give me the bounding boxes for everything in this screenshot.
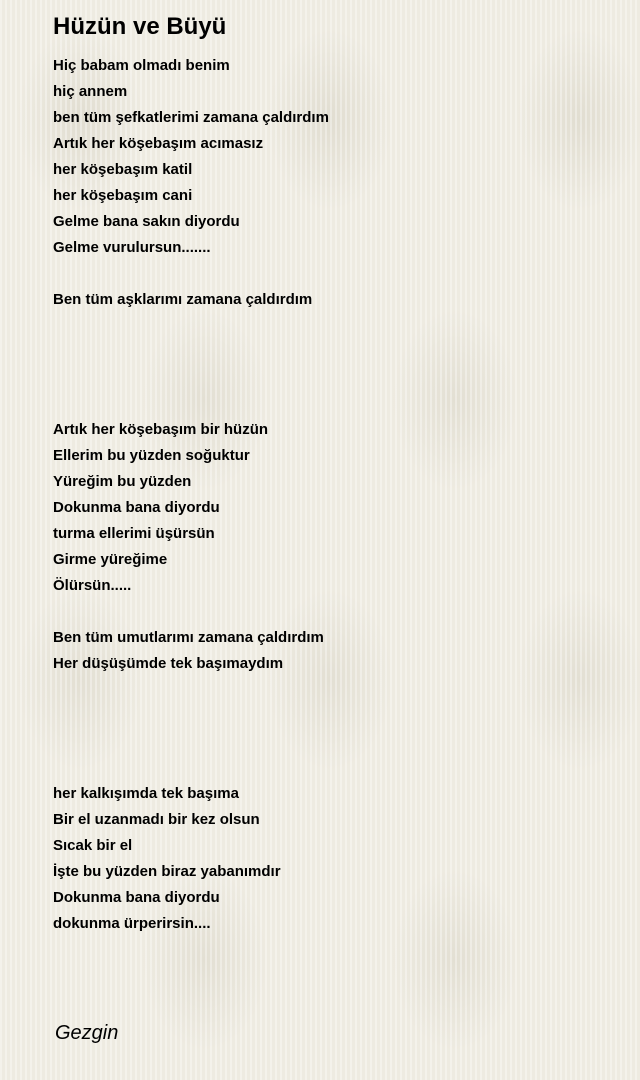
poem-line bbox=[53, 677, 613, 703]
poem-line: dokunma ürperirsin.... bbox=[53, 915, 211, 932]
poem-line bbox=[53, 365, 613, 391]
poem-line: Ölürsün..... bbox=[53, 577, 132, 594]
poem-line: Ben tüm umutlarımı zamana çaldırdım bbox=[53, 629, 324, 646]
poem-line: turma ellerimi üşürsün bbox=[53, 525, 215, 542]
poem-line: ben tüm şefkatlerimi zamana çaldırdım bbox=[53, 109, 329, 126]
poem-line bbox=[53, 703, 613, 729]
poem-line: her köşebaşım cani bbox=[53, 187, 193, 204]
poem-line bbox=[53, 391, 613, 417]
poem-line bbox=[53, 729, 613, 755]
poem-line: Dokunma bana diyordu bbox=[53, 499, 220, 516]
poem-author: Gezgin bbox=[55, 1022, 119, 1044]
poem-line bbox=[53, 755, 613, 781]
poem-title: Hüzün ve Büyü bbox=[53, 13, 227, 40]
poem-body bbox=[53, 53, 613, 937]
poem-line bbox=[53, 261, 613, 287]
poem-line: Dokunma bana diyordu bbox=[53, 889, 220, 906]
poem-line: Ben tüm aşklarımı zamana çaldırdım bbox=[53, 291, 313, 308]
poem-line: Sıcak bir el bbox=[53, 837, 133, 854]
poem-line: hiç annem bbox=[53, 83, 128, 100]
poem-line bbox=[53, 313, 613, 339]
poem-line bbox=[53, 339, 613, 365]
poem-line: Gelme bana sakın diyordu bbox=[53, 213, 240, 230]
poem-line: her köşebaşım katil bbox=[53, 161, 193, 178]
poem-line bbox=[53, 599, 613, 625]
poem-line: Girme yüreğime bbox=[53, 551, 168, 568]
poem-line: Artık her köşebaşım acımasız bbox=[53, 135, 264, 152]
poem-line: İşte bu yüzden biraz yabanımdır bbox=[53, 863, 281, 880]
poem-line: Gelme vurulursun....... bbox=[53, 239, 211, 256]
poem-line: Bir el uzanmadı bir kez olsun bbox=[53, 811, 260, 828]
poem-line: Yüreğim bu yüzden bbox=[53, 473, 192, 490]
poem-line: Her düşüşümde tek başımaydım bbox=[53, 655, 284, 672]
poem-line: Hiç babam olmadı benim bbox=[53, 57, 230, 74]
poem-line: Artık her köşebaşım bir hüzün bbox=[53, 421, 269, 438]
poem-line: Ellerim bu yüzden soğuktur bbox=[53, 447, 250, 464]
poem-line: her kalkışımda tek başıma bbox=[53, 785, 239, 802]
